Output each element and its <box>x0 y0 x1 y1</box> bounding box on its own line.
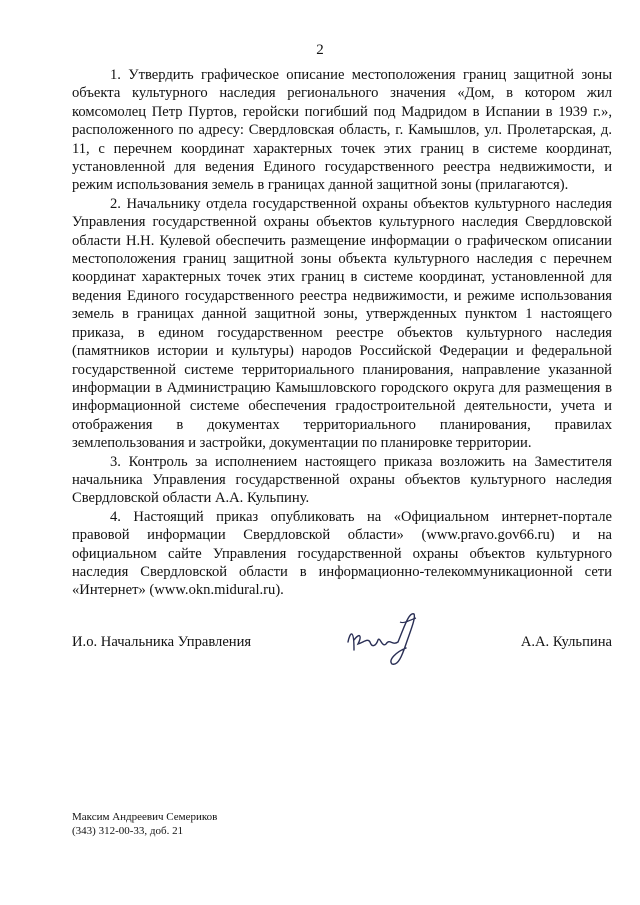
contact-info <box>72 810 217 838</box>
paragraph-1: 1. Утвердить графическое описание местоположения границ защитной зоны объекта культурного наследия регионального значения «Дом, в котором жил комсомолец Петр Пуртов, геройски погибший под Мадридом в Испании в 1939 г.», расположенного по адресу: Свердловская область, г. Камышлов, ул. Пролетарская, д. 11, с перечнем координат характерных точек этих границ в системе координат, установленной для ведения Единого государственного реестра недвижимости, и режим использования земель в границах данной защитной зоны (прилагаются). <box>72 67 612 194</box>
signature-block <box>72 634 612 656</box>
signatory-position: И.о. Начальника Управления <box>72 634 252 650</box>
page-number: 2 <box>316 42 324 58</box>
paragraph-3: 3. Контроль за исполнением настоящего приказа возложить на Заместителя начальника Управления государственной охраны объектов культурного наследия Свердловской области А.А. Кульпину. <box>72 453 612 507</box>
signatory-name: А.А. Кульпина <box>520 634 612 650</box>
contact-phone: (343) 312-00-33, доб. 21 <box>72 825 184 837</box>
paragraph-2: 2. Начальнику отдела государственной охраны объектов культурного наследия Управления государственной охраны объектов культурного наследия Свердловской области Н.Н. Кулевой обеспечить размещение информации о графическом описании местоположения границ защитной зоны объекта культурного наследия с перечнем координат характерных точек этих границ в системе координат, установленной для ведения Единого государственного реестра недвижимости, и режиме использования земель в границах данной защитной зоны, утвержденных пунктом 1 настоящего приказа, в едином государственном реестре объектов культурного наследия (памятников истории и культуры) народов Российской Федерации и федеральной государственной системе территориального планирования, направление указанной информации в Администрацию Камышловского городского округа для размещения в информационной системе обеспечения градостроительной деятельности, учета и отображения в документах территориального планирования, правилах землепользования и застройки, документации по планировке территории. <box>72 195 612 452</box>
document-body <box>72 66 612 600</box>
paragraph-4: 4. Настоящий приказ опубликовать на «Официальном интернет-портале правовой информации Свердловской области» (www.pravo.gov66.ru) и на официальном сайте Управления государственной охраны объектов культурного наследия Свердловской области в информационно-телекоммуникационной сети «Интернет» (www.okn.midural.ru). <box>72 508 612 599</box>
handwritten-signature <box>340 602 430 672</box>
contact-author: Максим Андреевич Семериков <box>72 811 218 823</box>
